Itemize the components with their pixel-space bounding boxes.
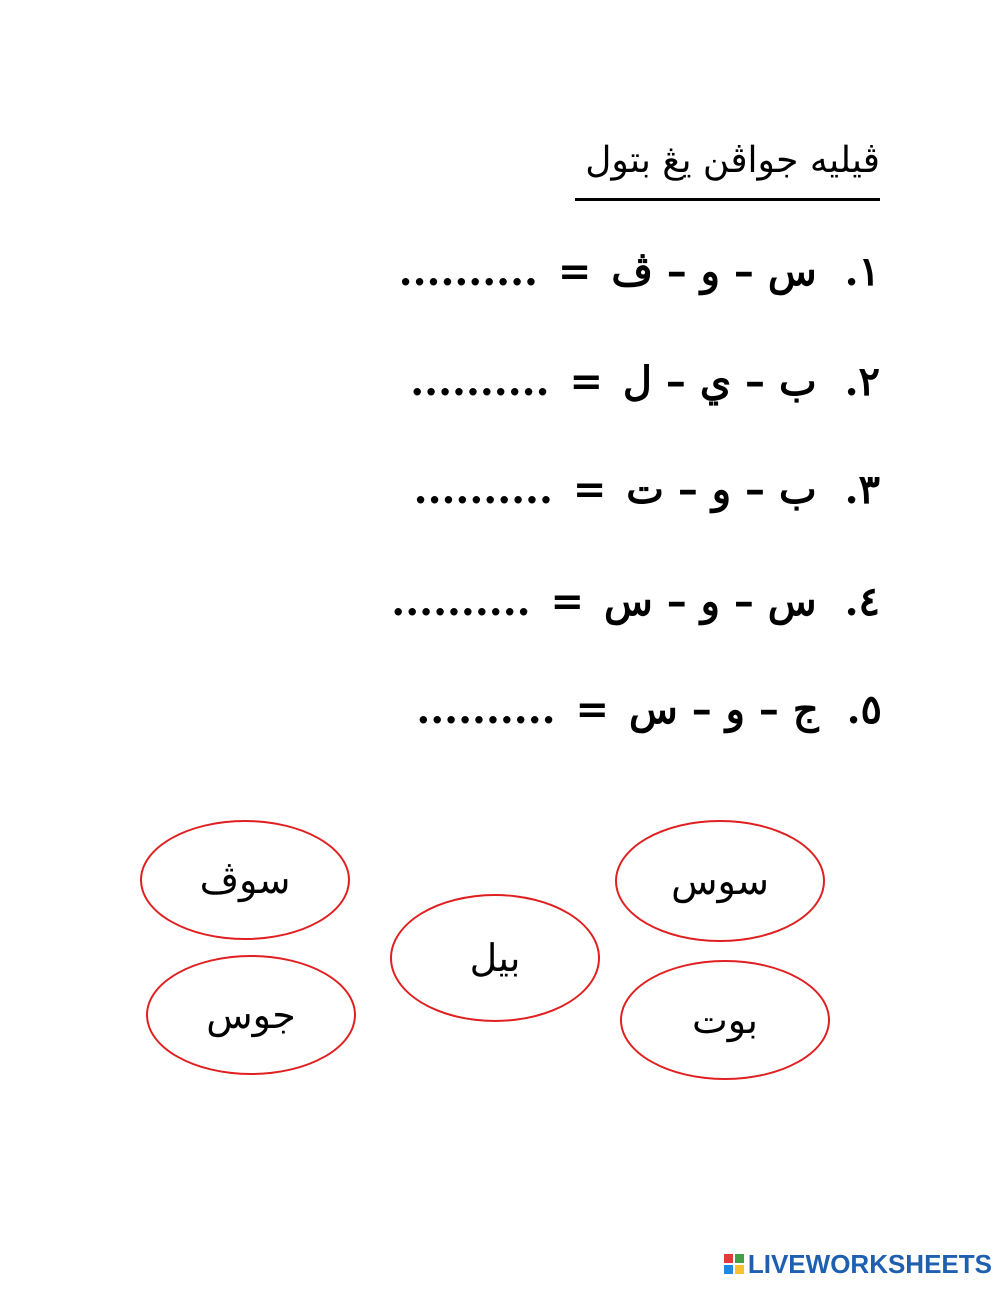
answer-option[interactable]: جوس [146,955,356,1075]
question-letters: ب – و – ت [626,466,817,513]
question-letters: ج – و – س [628,686,819,733]
equals-sign: = [572,466,607,513]
answer-blank[interactable]: .......... [398,248,538,295]
answer-option[interactable]: سوڤ [140,820,350,940]
question-number: ٣. [844,466,880,513]
brand-logo-icon [724,1254,744,1274]
answer-blank[interactable]: .......... [391,578,531,625]
question-2 [410,352,880,412]
worksheet-title: ڤيليه جواڤن يڠ بتول [575,138,880,201]
question-letters: س – و – س [603,578,817,625]
answer-blank[interactable]: .......... [410,358,550,405]
question-number: ٢. [844,358,880,405]
question-letters: ب – ي – ل [622,358,817,405]
brand-name: LIVEWORKSHEETS [747,1248,992,1279]
brand-watermark [724,1247,992,1281]
question-number: ٥. [846,686,882,733]
answer-option[interactable]: بيل [390,894,600,1022]
answer-option[interactable]: بوت [620,960,830,1080]
equals-sign: = [550,578,585,625]
answer-blank[interactable]: .......... [416,686,556,733]
question-3 [414,460,880,520]
question-1 [399,242,880,302]
answer-option[interactable]: سوس [615,820,825,942]
equals-sign: = [557,248,592,295]
question-4 [391,572,880,632]
question-letters: س – و – ڤ [611,248,817,295]
question-5 [416,680,882,740]
answer-blank[interactable]: .......... [413,466,553,513]
equals-sign: = [569,358,603,405]
question-number: ١. [844,248,880,295]
equals-sign: = [575,686,610,733]
question-number: ٤. [844,578,880,625]
